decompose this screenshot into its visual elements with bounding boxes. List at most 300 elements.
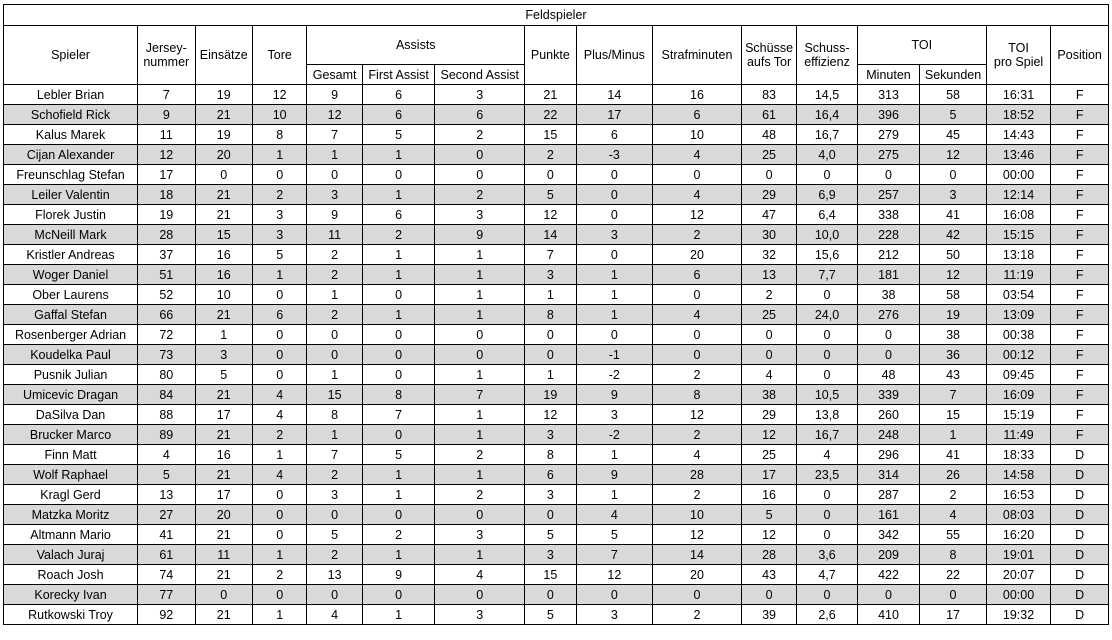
stat-cell: F xyxy=(1051,245,1109,265)
stat-cell: 1 xyxy=(435,365,525,385)
stat-cell: 1 xyxy=(307,285,362,305)
stat-cell: 339 xyxy=(857,385,920,405)
stat-cell: 1 xyxy=(435,245,525,265)
stat-cell: 3 xyxy=(920,185,987,205)
stat-cell: 2 xyxy=(252,425,306,445)
stat-cell: 17 xyxy=(920,605,987,625)
stat-cell: 0 xyxy=(362,345,435,365)
stat-cell: 42 xyxy=(920,225,987,245)
stat-cell: 0 xyxy=(362,365,435,385)
stat-cell: 25 xyxy=(741,445,796,465)
stat-cell: 6,4 xyxy=(797,205,857,225)
stat-cell: 1 xyxy=(576,265,653,285)
stat-cell: 10,5 xyxy=(797,385,857,405)
table-row xyxy=(4,365,1109,385)
stat-cell: 14 xyxy=(576,85,653,105)
stat-cell: 18 xyxy=(138,185,195,205)
stat-cell: 3 xyxy=(252,225,306,245)
player-name-cell: Ober Laurens xyxy=(4,285,138,305)
header-spieler: Spieler xyxy=(4,26,138,85)
stat-cell: 48 xyxy=(857,365,920,385)
table-row xyxy=(4,265,1109,285)
stat-cell: 3 xyxy=(576,605,653,625)
stat-cell: 3 xyxy=(435,605,525,625)
stat-cell: 4,7 xyxy=(797,565,857,585)
stat-cell: 24,0 xyxy=(797,305,857,325)
stat-cell: 22 xyxy=(525,105,576,125)
player-name-cell: Wolf Raphael xyxy=(4,465,138,485)
stat-cell: 19:01 xyxy=(986,545,1051,565)
stat-cell: 7,7 xyxy=(797,265,857,285)
stat-cell: F xyxy=(1051,325,1109,345)
stat-cell: 16,7 xyxy=(797,125,857,145)
stat-cell: D xyxy=(1051,445,1109,465)
stat-cell: 09:45 xyxy=(986,365,1051,385)
stat-cell: 1 xyxy=(252,445,306,465)
stat-cell: 1 xyxy=(362,485,435,505)
player-name-cell: Brucker Marco xyxy=(4,425,138,445)
player-name-cell: Kristler Andreas xyxy=(4,245,138,265)
stat-cell: 5 xyxy=(307,525,362,545)
stat-cell: 13 xyxy=(741,265,796,285)
stat-cell: 0 xyxy=(576,585,653,605)
player-name-cell: DaSilva Dan xyxy=(4,405,138,425)
stat-cell: 0 xyxy=(252,165,306,185)
header-punkte: Punkte xyxy=(525,26,576,85)
stat-cell: 257 xyxy=(857,185,920,205)
stat-cell: 0 xyxy=(362,585,435,605)
stat-cell: 0 xyxy=(307,345,362,365)
stat-cell: 21 xyxy=(195,465,252,485)
stat-cell: 12 xyxy=(741,425,796,445)
stat-cell: 21 xyxy=(195,205,252,225)
stat-cell: 00:00 xyxy=(986,585,1051,605)
table-row xyxy=(4,505,1109,525)
stat-cell: 84 xyxy=(138,385,195,405)
stat-cell: 248 xyxy=(857,425,920,445)
stat-cell: D xyxy=(1051,465,1109,485)
stat-cell: 14,5 xyxy=(797,85,857,105)
stat-cell: 19 xyxy=(138,205,195,225)
stat-cell: 2 xyxy=(307,305,362,325)
stat-cell: 0 xyxy=(252,485,306,505)
stat-cell: 12 xyxy=(525,405,576,425)
stat-cell: 12 xyxy=(252,85,306,105)
stat-cell: 92 xyxy=(138,605,195,625)
player-name-cell: Altmann Mario xyxy=(4,525,138,545)
stat-cell: 0 xyxy=(797,285,857,305)
stat-cell: 12 xyxy=(576,565,653,585)
stat-cell: 1 xyxy=(576,305,653,325)
stat-cell: 1 xyxy=(435,425,525,445)
stat-cell: 72 xyxy=(138,325,195,345)
stat-cell: 12 xyxy=(920,145,987,165)
player-name-cell: Rutkowski Troy xyxy=(4,605,138,625)
stat-cell: 2 xyxy=(653,485,742,505)
player-name-cell: Florek Justin xyxy=(4,205,138,225)
stat-cell: 16,4 xyxy=(797,105,857,125)
header-sekunden: Sekunden xyxy=(920,65,987,85)
header-schuesse: Schüsse aufs Tor xyxy=(741,26,796,85)
stat-cell: 0 xyxy=(741,165,796,185)
stat-cell: 16,7 xyxy=(797,425,857,445)
header-jersey: Jersey- nummer xyxy=(138,26,195,85)
stat-cell: 5 xyxy=(576,525,653,545)
table-row xyxy=(4,305,1109,325)
stat-cell: 0 xyxy=(435,325,525,345)
stat-cell: 28 xyxy=(653,465,742,485)
stat-cell: 0 xyxy=(857,325,920,345)
table-row xyxy=(4,585,1109,605)
stat-cell: 29 xyxy=(741,405,796,425)
stat-cell: 12:14 xyxy=(986,185,1051,205)
stat-cell: 21 xyxy=(195,425,252,445)
stat-cell: F xyxy=(1051,305,1109,325)
stat-cell: F xyxy=(1051,185,1109,205)
stat-cell: 1 xyxy=(435,545,525,565)
stat-cell: 0 xyxy=(576,185,653,205)
stat-cell: 4 xyxy=(252,385,306,405)
stat-cell: 410 xyxy=(857,605,920,625)
stat-cell: 30 xyxy=(741,225,796,245)
stat-cell: 7 xyxy=(362,405,435,425)
stat-cell: 50 xyxy=(920,245,987,265)
header-einsaetze: Einsätze xyxy=(195,26,252,85)
header-plusminus: Plus/Minus xyxy=(576,26,653,85)
stat-cell: 5 xyxy=(741,505,796,525)
stat-cell: 12 xyxy=(653,405,742,425)
stat-cell: 21 xyxy=(195,185,252,205)
stat-cell: 10 xyxy=(195,285,252,305)
stat-cell: 19 xyxy=(920,305,987,325)
stat-cell: 5 xyxy=(138,465,195,485)
stat-cell: 15,6 xyxy=(797,245,857,265)
stat-cell: 15 xyxy=(307,385,362,405)
stat-cell: 2 xyxy=(741,285,796,305)
stat-cell: 52 xyxy=(138,285,195,305)
stat-cell: 27 xyxy=(138,505,195,525)
stat-cell: 4 xyxy=(307,605,362,625)
stat-cell: 58 xyxy=(920,285,987,305)
stat-cell: 10 xyxy=(252,105,306,125)
stat-cell: 9 xyxy=(576,465,653,485)
header-minuten: Minuten xyxy=(857,65,920,85)
stat-cell: 11 xyxy=(195,545,252,565)
stat-cell: 20 xyxy=(195,145,252,165)
stat-cell: 8 xyxy=(252,125,306,145)
stat-cell: 2 xyxy=(435,125,525,145)
stat-cell: 0 xyxy=(653,345,742,365)
stat-cell: 161 xyxy=(857,505,920,525)
table-row xyxy=(4,565,1109,585)
stat-cell: 6 xyxy=(362,205,435,225)
stat-cell: 6 xyxy=(252,305,306,325)
stat-cell: 16:31 xyxy=(986,85,1051,105)
stat-cell: 20 xyxy=(653,245,742,265)
stat-cell: 88 xyxy=(138,405,195,425)
stat-cell: 47 xyxy=(741,205,796,225)
stat-cell: 74 xyxy=(138,565,195,585)
header-toi: TOI xyxy=(857,26,986,65)
stat-cell: 0 xyxy=(435,505,525,525)
stat-cell: 0 xyxy=(307,165,362,185)
stat-cell: 77 xyxy=(138,585,195,605)
stat-cell: 21 xyxy=(195,565,252,585)
stat-cell: 0 xyxy=(252,505,306,525)
stat-cell: 0 xyxy=(525,505,576,525)
stat-cell: 11:19 xyxy=(986,265,1051,285)
stat-cell: 2 xyxy=(435,445,525,465)
stat-cell: 4 xyxy=(576,505,653,525)
stat-cell: 18:52 xyxy=(986,105,1051,125)
stat-cell: 0 xyxy=(252,325,306,345)
stat-cell: 0 xyxy=(920,165,987,185)
table-row xyxy=(4,345,1109,365)
stat-cell: 1 xyxy=(362,185,435,205)
stat-cell: 3 xyxy=(576,225,653,245)
stat-cell: 37 xyxy=(138,245,195,265)
stat-cell: 43 xyxy=(920,365,987,385)
stat-cell: 17 xyxy=(195,485,252,505)
stat-cell: 28 xyxy=(138,225,195,245)
stat-cell: 14 xyxy=(653,545,742,565)
stat-cell: 396 xyxy=(857,105,920,125)
stat-cell: 21 xyxy=(195,105,252,125)
stat-cell: 0 xyxy=(576,205,653,225)
stat-cell: 1 xyxy=(252,145,306,165)
stat-cell: 0 xyxy=(797,165,857,185)
player-name-cell: Cijan Alexander xyxy=(4,145,138,165)
stat-cell: 55 xyxy=(920,525,987,545)
stat-cell: 18:33 xyxy=(986,445,1051,465)
stat-cell: F xyxy=(1051,265,1109,285)
stat-cell: 2 xyxy=(653,425,742,445)
stat-cell: 11 xyxy=(307,225,362,245)
table-row xyxy=(4,425,1109,445)
stat-cell: 296 xyxy=(857,445,920,465)
table-row xyxy=(4,525,1109,545)
stat-cell: 313 xyxy=(857,85,920,105)
stat-cell: 6 xyxy=(362,85,435,105)
stat-cell: 19 xyxy=(525,385,576,405)
stat-cell: 0 xyxy=(920,585,987,605)
stat-cell: 2 xyxy=(252,565,306,585)
stat-cell: 0 xyxy=(797,365,857,385)
stat-cell: 0 xyxy=(653,585,742,605)
stat-cell: 2 xyxy=(653,605,742,625)
stat-cell: 5 xyxy=(252,245,306,265)
stat-cell: 1 xyxy=(195,325,252,345)
stat-cell: 16 xyxy=(653,85,742,105)
stat-cell: 9 xyxy=(362,565,435,585)
stat-cell: 11 xyxy=(138,125,195,145)
stat-cell: 22 xyxy=(920,565,987,585)
stat-cell: -2 xyxy=(576,425,653,445)
stat-cell: 12 xyxy=(525,205,576,225)
stat-cell: 1 xyxy=(307,425,362,445)
table-row xyxy=(4,605,1109,625)
stat-cell: 1 xyxy=(362,305,435,325)
stat-cell: 28 xyxy=(741,545,796,565)
table-row xyxy=(4,465,1109,485)
stat-cell: 6,9 xyxy=(797,185,857,205)
stat-cell: 13,8 xyxy=(797,405,857,425)
stat-cell: 209 xyxy=(857,545,920,565)
stat-cell: 8 xyxy=(307,405,362,425)
player-name-cell: Kalus Marek xyxy=(4,125,138,145)
stat-cell: 276 xyxy=(857,305,920,325)
stat-cell: 4 xyxy=(252,465,306,485)
stat-cell: 1 xyxy=(435,305,525,325)
table-row xyxy=(4,185,1109,205)
stat-cell: 2 xyxy=(653,365,742,385)
stat-cell: 0 xyxy=(797,485,857,505)
stat-cell: 0 xyxy=(362,165,435,185)
stat-cell: 8 xyxy=(362,385,435,405)
stat-cell: 48 xyxy=(741,125,796,145)
table-row xyxy=(4,205,1109,225)
stat-cell: 314 xyxy=(857,465,920,485)
stat-cell: 1 xyxy=(435,465,525,485)
stat-cell: 41 xyxy=(920,205,987,225)
stat-cell: 0 xyxy=(362,425,435,445)
stat-cell: 38 xyxy=(920,325,987,345)
stat-cell: 0 xyxy=(435,165,525,185)
stat-cell: 0 xyxy=(797,345,857,365)
stat-cell: F xyxy=(1051,125,1109,145)
stat-cell: -2 xyxy=(576,365,653,385)
stat-cell: 15:19 xyxy=(986,405,1051,425)
stat-cell: 1 xyxy=(525,285,576,305)
stat-cell: 2 xyxy=(362,225,435,245)
stat-cell: 4 xyxy=(653,185,742,205)
stat-cell: 3,6 xyxy=(797,545,857,565)
stat-cell: 45 xyxy=(920,125,987,145)
stat-cell: 1 xyxy=(920,425,987,445)
stat-cell: F xyxy=(1051,425,1109,445)
stat-cell: 0 xyxy=(576,165,653,185)
stat-cell: 43 xyxy=(741,565,796,585)
stat-cell: 2 xyxy=(307,545,362,565)
stat-cell: 1 xyxy=(576,285,653,305)
stat-cell: 0 xyxy=(435,345,525,365)
stat-cell: 9 xyxy=(435,225,525,245)
stat-cell: 26 xyxy=(920,465,987,485)
table-row xyxy=(4,485,1109,505)
stat-cell: 3 xyxy=(307,485,362,505)
stat-cell: 21 xyxy=(195,525,252,545)
stat-cell: 25 xyxy=(741,145,796,165)
stat-cell: 14:43 xyxy=(986,125,1051,145)
header-first-assist: First Assist xyxy=(362,65,435,85)
stat-cell: 15 xyxy=(525,565,576,585)
player-name-cell: Leiler Valentin xyxy=(4,185,138,205)
table-row xyxy=(4,85,1109,105)
stat-cell: 4 xyxy=(252,405,306,425)
stat-cell: 3 xyxy=(195,345,252,365)
stat-cell: 0 xyxy=(195,165,252,185)
stat-cell: 13:18 xyxy=(986,245,1051,265)
stat-cell: 12 xyxy=(920,265,987,285)
player-name-cell: Valach Juraj xyxy=(4,545,138,565)
stat-cell: 32 xyxy=(741,245,796,265)
stat-cell: 3 xyxy=(307,185,362,205)
stat-cell: 4 xyxy=(920,505,987,525)
stat-cell: 0 xyxy=(857,585,920,605)
stat-cell: 6 xyxy=(576,125,653,145)
stat-cell: 1 xyxy=(307,145,362,165)
stat-cell: 12 xyxy=(741,525,796,545)
player-name-cell: Umicevic Dragan xyxy=(4,385,138,405)
stat-cell: 4 xyxy=(797,445,857,465)
stat-cell: 4 xyxy=(435,565,525,585)
table-row xyxy=(4,145,1109,165)
stat-cell: 0 xyxy=(307,585,362,605)
stat-cell: D xyxy=(1051,485,1109,505)
stat-cell: 2 xyxy=(252,185,306,205)
stat-cell: 5 xyxy=(525,525,576,545)
stat-cell: 23,5 xyxy=(797,465,857,485)
table-row xyxy=(4,385,1109,405)
stat-cell: 0 xyxy=(653,285,742,305)
stat-cell: D xyxy=(1051,585,1109,605)
stat-cell: 36 xyxy=(920,345,987,365)
stat-cell: F xyxy=(1051,225,1109,245)
stat-cell: 9 xyxy=(307,205,362,225)
stat-cell: 10 xyxy=(653,125,742,145)
stat-cell: 7 xyxy=(435,385,525,405)
stat-cell: F xyxy=(1051,85,1109,105)
stat-cell: 7 xyxy=(138,85,195,105)
stat-cell: 0 xyxy=(252,285,306,305)
header-position: Position xyxy=(1051,26,1109,85)
stat-cell: 5 xyxy=(362,445,435,465)
stat-cell: 1 xyxy=(362,605,435,625)
stat-cell: 00:00 xyxy=(986,165,1051,185)
stat-cell: 2 xyxy=(307,265,362,285)
player-name-cell: Lebler Brian xyxy=(4,85,138,105)
stat-cell: 0 xyxy=(435,585,525,605)
table-row xyxy=(4,325,1109,345)
stat-cell: 1 xyxy=(435,285,525,305)
stat-cell: 21 xyxy=(195,385,252,405)
stat-cell: 8 xyxy=(525,305,576,325)
stat-cell: 0 xyxy=(797,525,857,545)
stat-cell: 1 xyxy=(525,365,576,385)
stat-cell: 0 xyxy=(857,345,920,365)
stat-cell: 0 xyxy=(741,325,796,345)
stat-cell: 17 xyxy=(138,165,195,185)
stat-cell: 5 xyxy=(525,185,576,205)
stat-cell: 3 xyxy=(435,205,525,225)
stat-cell: 9 xyxy=(576,385,653,405)
stat-cell: 3 xyxy=(525,545,576,565)
stat-cell: 7 xyxy=(307,125,362,145)
stat-cell: 6 xyxy=(435,105,525,125)
stat-cell: 7 xyxy=(307,445,362,465)
player-name-cell: Korecky Ivan xyxy=(4,585,138,605)
stat-cell: 0 xyxy=(525,325,576,345)
stat-cell: 7 xyxy=(920,385,987,405)
stat-cell: 1 xyxy=(362,265,435,285)
stat-cell: 25 xyxy=(741,305,796,325)
stat-cell: 66 xyxy=(138,305,195,325)
stat-cell: F xyxy=(1051,385,1109,405)
table-title: Feldspieler xyxy=(4,5,1109,26)
stat-cell: 21 xyxy=(195,305,252,325)
stat-cell: 38 xyxy=(741,385,796,405)
stat-cell: 20 xyxy=(653,565,742,585)
